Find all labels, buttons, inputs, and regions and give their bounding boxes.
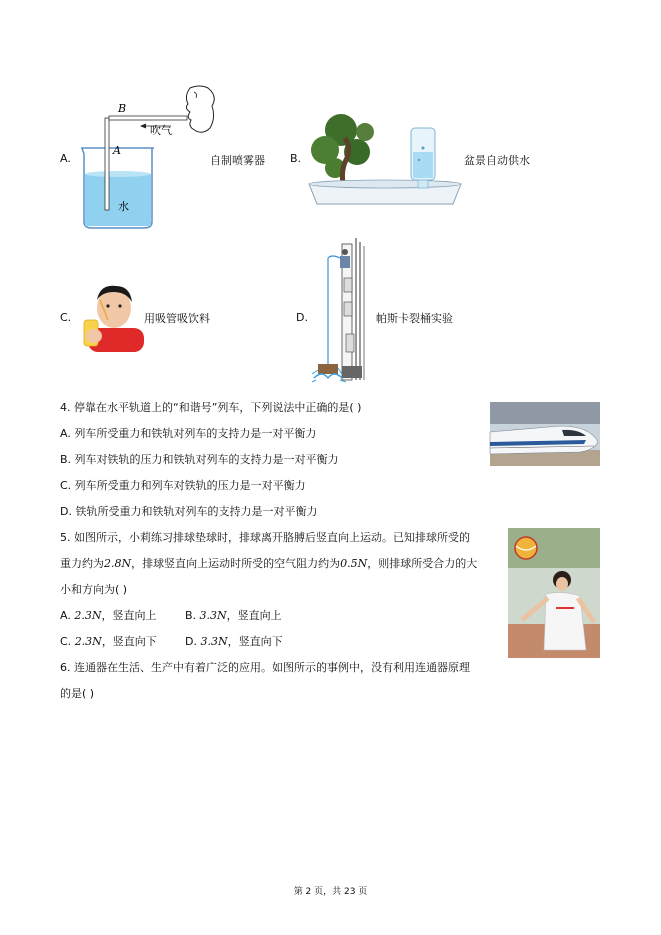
q5-line2-post: ，则排球所受合力的大 [367,557,478,570]
volleyball-photo [508,528,600,658]
q5-line1: 5. 如图所示，小莉练习排球垫球时，排球离开胳膊后竖直向上运动。已知排球所受的 [60,531,470,544]
q5-option-a-letter: A. [60,609,71,622]
option-b-letter: B. [290,152,302,165]
label-b: B [118,102,127,115]
pascal-barrel-figure [312,238,374,384]
q5-option-b [185,607,282,623]
q5-option-d-dir: ，竖直向下 [227,635,283,648]
option-a-caption: 自制喷雾器 [210,154,265,167]
q5-gravity-value: 2.8N [104,557,132,570]
q5-option-a-value: 2.3N [74,609,102,622]
q5-line2-mid: ，排球竖直向上运动时所受的空气阻力约为 [131,557,341,570]
q5-option-a [60,607,156,623]
q4-option-c: C. 列车所受重力和列车对铁轨的压力是一对平衡力 [60,479,306,492]
q5-option-c-value: 2.3N [74,635,102,648]
q5-option-b-letter: B. [185,609,197,622]
option-c-letter: C. [60,311,72,324]
sprayer-figure [72,82,227,232]
q5-option-c [60,633,157,649]
label-blow: 吹气 [150,124,172,137]
option-d-caption: 帕斯卡裂桶实验 [376,312,453,325]
option-a-letter: A. [60,152,71,165]
q5-line2 [60,555,477,571]
train-photo [490,402,600,466]
option-c-caption: 用吸管吸饮料 [144,312,210,325]
q5-option-d-value: 3.3N [200,635,228,648]
option-b-caption: 盆景自动供水 [464,154,530,167]
q5-option-a-dir: ，竖直向上 [101,609,157,622]
bonsai-figure [305,108,465,210]
q5-drag-value: 0.5N [340,557,368,570]
label-water: 水 [118,200,129,213]
q6-line2: 的是( ) [60,687,95,700]
page-footer: 第 2 页，共 23 页 [293,887,368,897]
option-d-letter: D. [296,311,308,324]
q5-line3: 小和方向为( ) [60,583,128,596]
label-a: A [113,144,121,157]
q5-line2-pre: 重力约为 [60,557,104,570]
q5-option-c-dir: ，竖直向下 [101,635,157,648]
q6-line1: 6. 连通器在生活、生产中有着广泛的应用。如图所示的事例中，没有利用连通器原理 [60,661,470,674]
q5-option-c-letter: C. [60,635,72,648]
q4-option-b: B. 列车对铁轨的压力和铁轨对列车的支持力是一对平衡力 [60,453,339,466]
boy-drinking-figure [78,278,144,352]
q4-option-d: D. 铁轨所受重力和铁轨对列车的支持力是一对平衡力 [60,505,318,518]
q5-option-d-letter: D. [185,635,197,648]
q5-option-d [185,633,283,649]
q5-option-b-dir: ，竖直向上 [226,609,282,622]
q4-option-a: A. 列车所受重力和铁轨对列车的支持力是一对平衡力 [60,427,317,440]
q5-option-b-value: 3.3N [199,609,227,622]
q4-stem: 4. 停靠在水平轨道上的“和谐号”列车，下列说法中正确的是( ) [60,401,362,414]
